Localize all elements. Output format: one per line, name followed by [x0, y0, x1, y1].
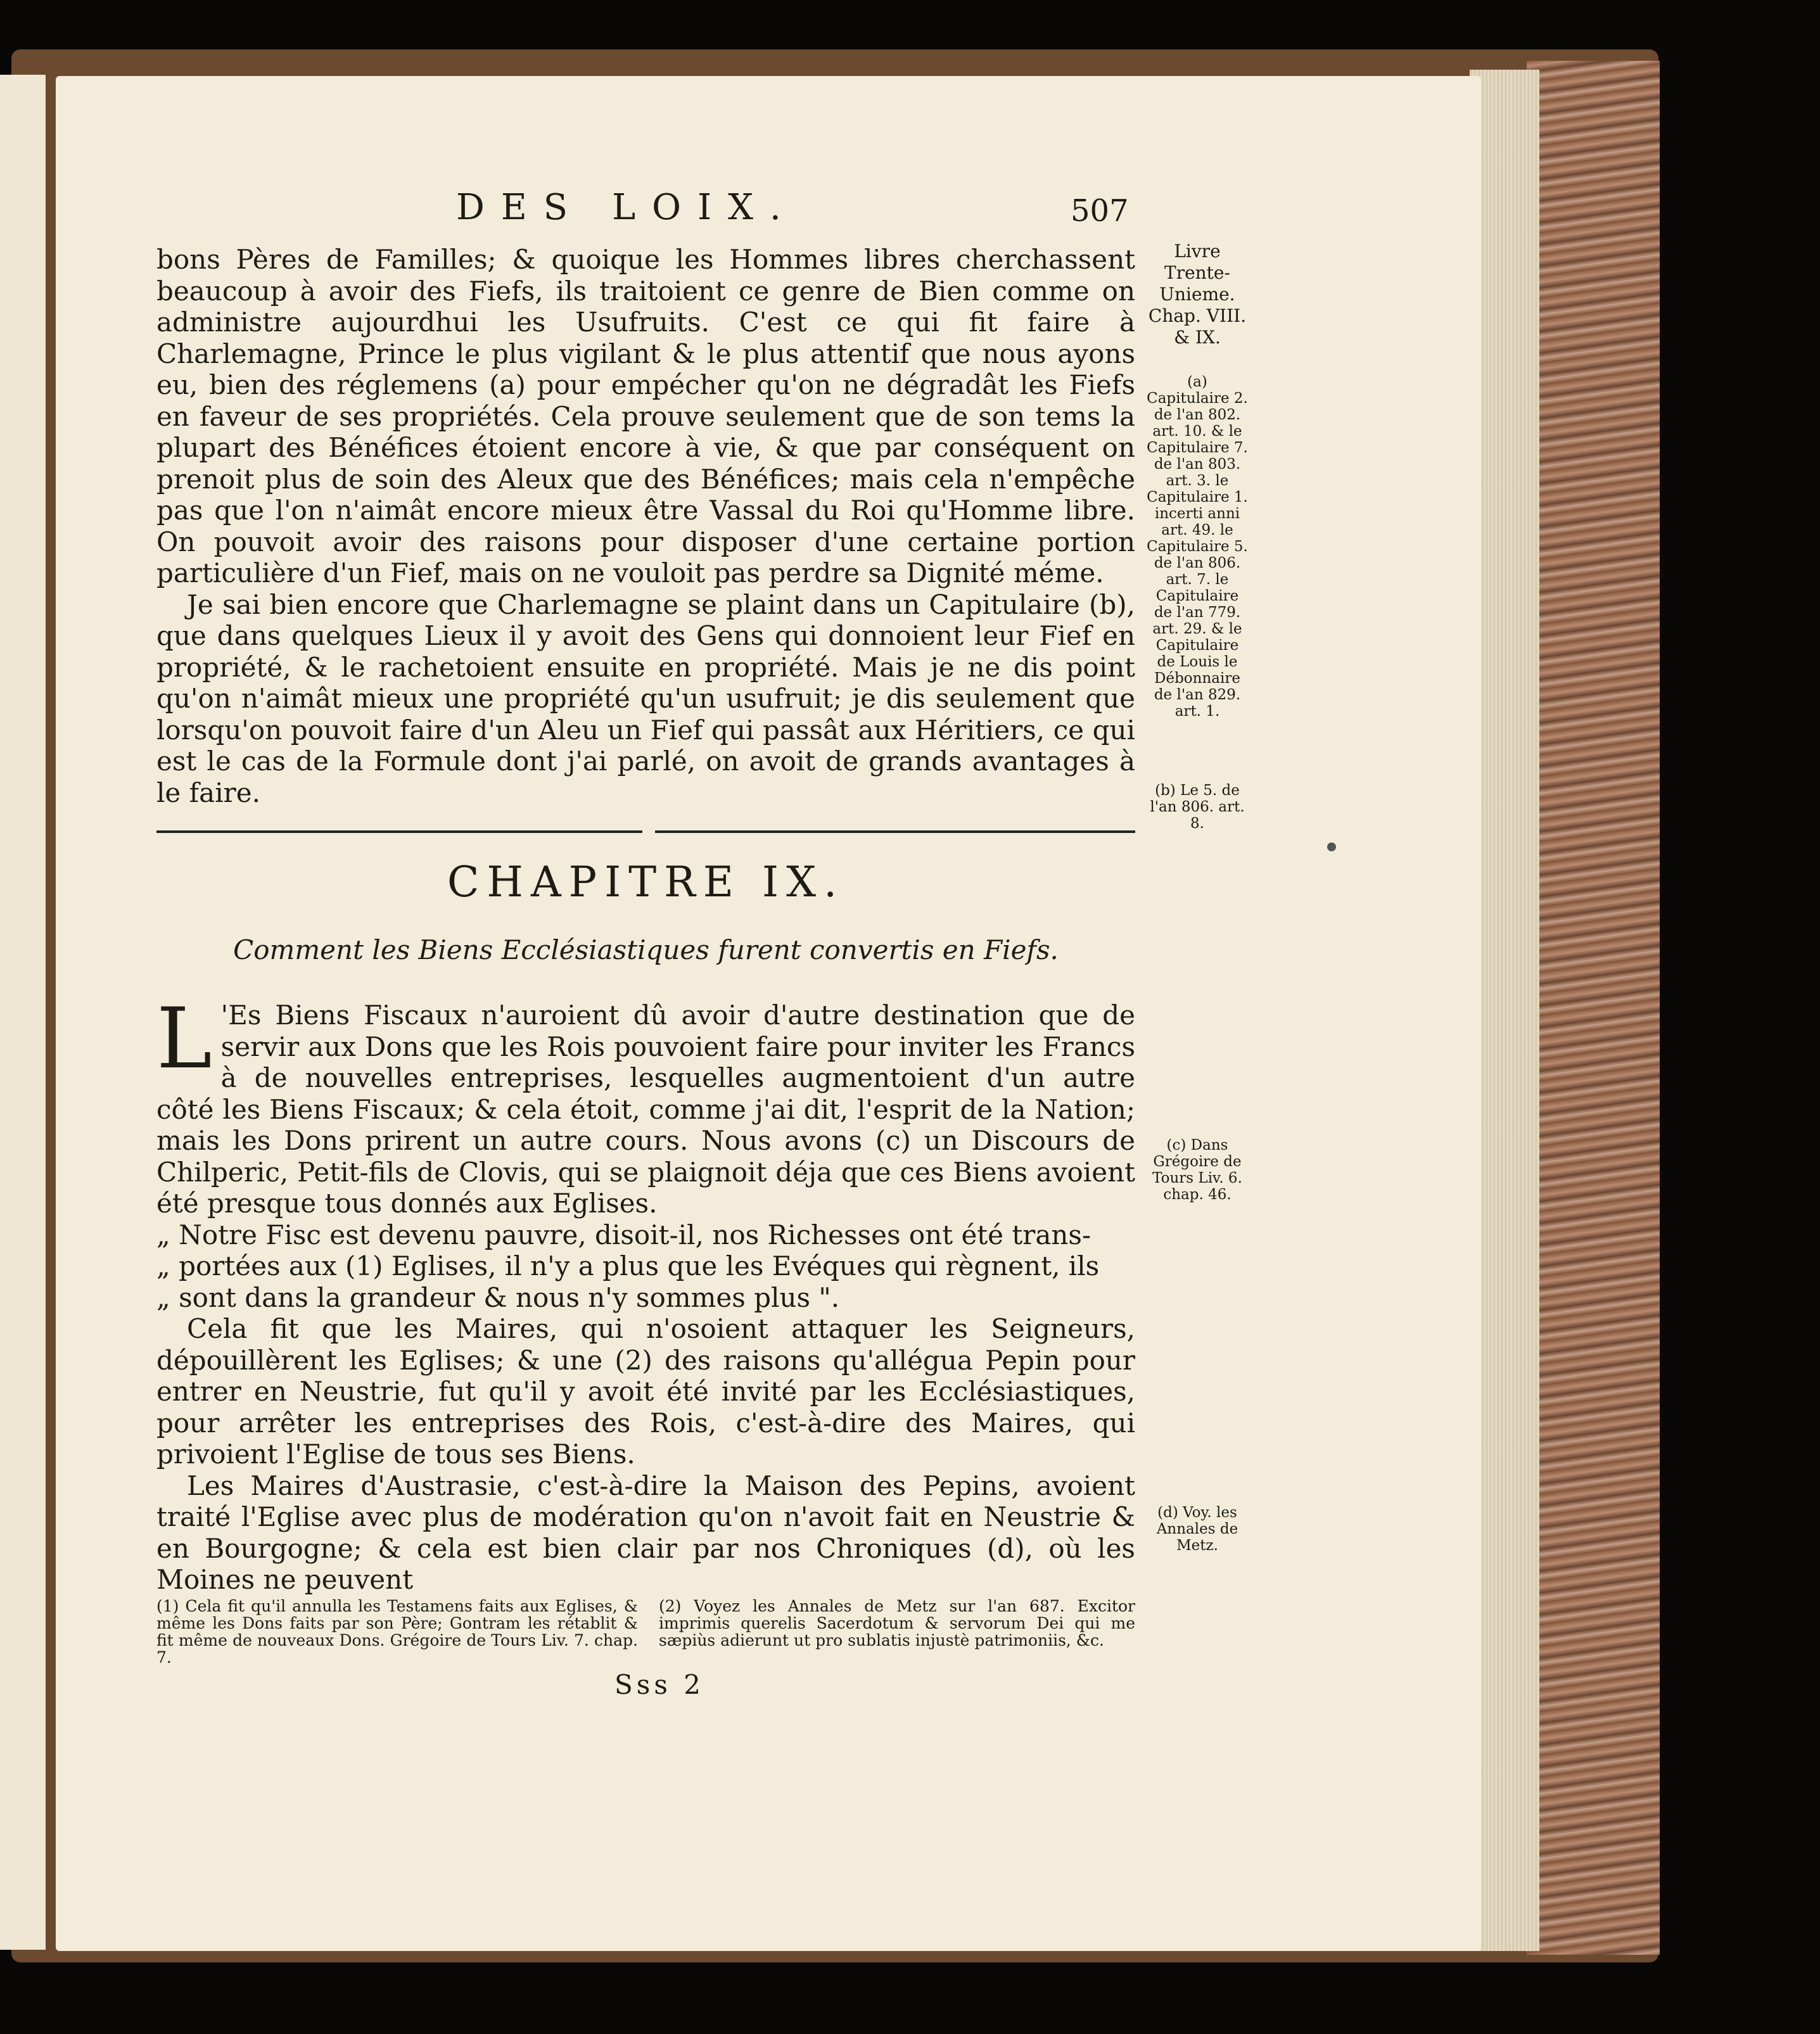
- paragraph: bons Pères de Familles; & quoique les Hommes libres cherchassent beaucoup à avoir des Fiefs, ils traitoient ce genre de Bien comme on administre aujourdhui les Usufruits. C'est ce qui fit faire à Charlemagne, Prince le plus vigilant & le plus attentif que nous ayons eu, bien des réglemens (a) pour empécher qu'on ne dégradât les Fiefs en faveur de ses propriétés. Cela prouve seulement que de son tems la plupart des Bénéfices étoient encore à vie, & que par conséquent on prenoit plus de soin des Aleux que des Bénéfices; mais cela n'empêche pas que l'on n'aimât encore mieux être Vassal du Roi qu'Homme libre. On pouvoit avoir des raisons pour disposer d'une certaine portion particulière d'un Fief, mais on ne vouloit pas perdre sa Dignité méme.: [156, 244, 1135, 588]
- drop-cap: L: [156, 990, 212, 1088]
- quote-line: „ portées aux (1) Eglises, il n'y a plus que les Evéques qui règnent, ils: [156, 1250, 1100, 1281]
- footnote-1: (1) Cela fit qu'il annulla les Testamens faits aux Eglises, & même les Dons faits par son Père; Gontram les rétablit & fit même de nouveaux Dons. Grégoire de Tours Liv. 7. chap. 7.: [156, 1597, 638, 1667]
- margin-note-d: (d) Voy. les Annales de Metz.: [1156, 1504, 1238, 1554]
- margin-title-line: Chap. VIII.: [1148, 305, 1247, 326]
- paragraph: Les Maires d'Austrasie, c'est-à-dire la Maison des Pepins, avoient traité l'Eglise avec plus de modération qu'on n'avoit fait en Neustrie & en Bourgogne; & cela est bien clair par nos Chroniques (d), où les Moines ne peuvent: [156, 1470, 1135, 1595]
- section-2-text: [156, 990, 1135, 1596]
- quote-line: „ Notre Fisc est devenu pauvre, disoit-il, nos Richesses ont été trans-: [156, 1219, 1091, 1250]
- paragraph: Je sai bien encore que Charlemagne se plaint dans un Capitulaire (b), que dans quelques Lieux il y avoit des Gens qui donnoient leur Fief en propriété, & le rachetoient ensuite en propriété. Mais je ne dis point qu'on n'aimât mieux une propriété qu'un usufruit; je dis seulement que lorsqu'on pouvoit faire d'un Aleu un Fief qui passât aux Héritiers, ce qui est le cas de la Formule dont j'ai parlé, on avoit de grands avantages à le faire.: [156, 588, 1135, 808]
- margin-note-b: (b) Le 5. de l'an 806. art. 8.: [1150, 782, 1245, 832]
- margin-title-line: & IX.: [1174, 327, 1221, 348]
- quote-line: „ sont dans la grandeur & nous n'y sommes plus ".: [156, 1281, 840, 1313]
- divider-gap: [642, 823, 655, 836]
- margin-title-line: Unieme.: [1159, 284, 1235, 305]
- margin-note-a: (a) Capitulaire 2. de l'an 802. art. 10. & le Capitulaire 7. de l'an 803. art. 3. le Capitulaire 1. incerti anni art. 49. le Capitulaire 5. de l'an 806. art. 7. le Capitulaire de l'an 779. art. 29. & le Capitulaire de Louis le Débonnaire de l'an 829. art. 1.: [1147, 374, 1248, 720]
- chapter-title: CHAPITRE IX.: [447, 858, 845, 906]
- page-number: 507: [1071, 193, 1129, 229]
- marbled-edge: [1527, 61, 1660, 1955]
- section-1-text: [156, 244, 1135, 808]
- footnote-2: (2) Voyez les Annales de Metz sur l'an 687. Excitor imprimis querelis Sacerdotum & servorum Dei qui me sæpiùs adierunt ut pro sublatis injustè patrimoniis, &c.: [659, 1597, 1135, 1649]
- margin-note-c: (c) Dans Grégoire de Tours Liv. 6. chap. 46.: [1152, 1137, 1242, 1203]
- paragraph: Cela fit que les Maires, qui n'osoient attaquer les Seigneurs, dépouillèrent les Eglises; & une (2) des raisons qu'allégua Pepin pour entrer en Neustrie, fut qu'il y avoit été invité par les Ecclésiastiques, pour arrêter les entreprises des Rois, c'est-à-dire des Maires, qui privoient l'Eglise de tous ses Biens.: [156, 1313, 1135, 1470]
- running-title: DES LOIX.: [456, 187, 798, 228]
- paragraph: 'Es Biens Fiscaux n'auroient dû avoir d'autre destination que de servir aux Dons que les Rois pouvoient faire pour inviter les Francs à de nouvelles entreprises, lesquelles augmentoient d'un autre côté les Biens Fiscaux; & cela étoit, comme j'ai dit, l'esprit de la Nation; mais les Dons prirent un autre cours. Nous avons (c) un Discours de Chilperic, Petit-fils de Clovis, qui se plaignoit déja que ces Biens avoient été presque tous donnés aux Eglises.: [156, 1000, 1135, 1219]
- margin-title: [1147, 241, 1248, 348]
- margin-title-line: Livre: [1174, 241, 1221, 262]
- signature-mark: Sss 2: [614, 1669, 704, 1700]
- margin-title-line: Trente-: [1164, 262, 1230, 283]
- ink-spot: [1327, 842, 1336, 851]
- chapter-subtitle: Comment les Biens Ecclésiastiques furent convertis en Fiefs.: [233, 934, 1059, 965]
- facing-page-edge: [0, 75, 46, 1950]
